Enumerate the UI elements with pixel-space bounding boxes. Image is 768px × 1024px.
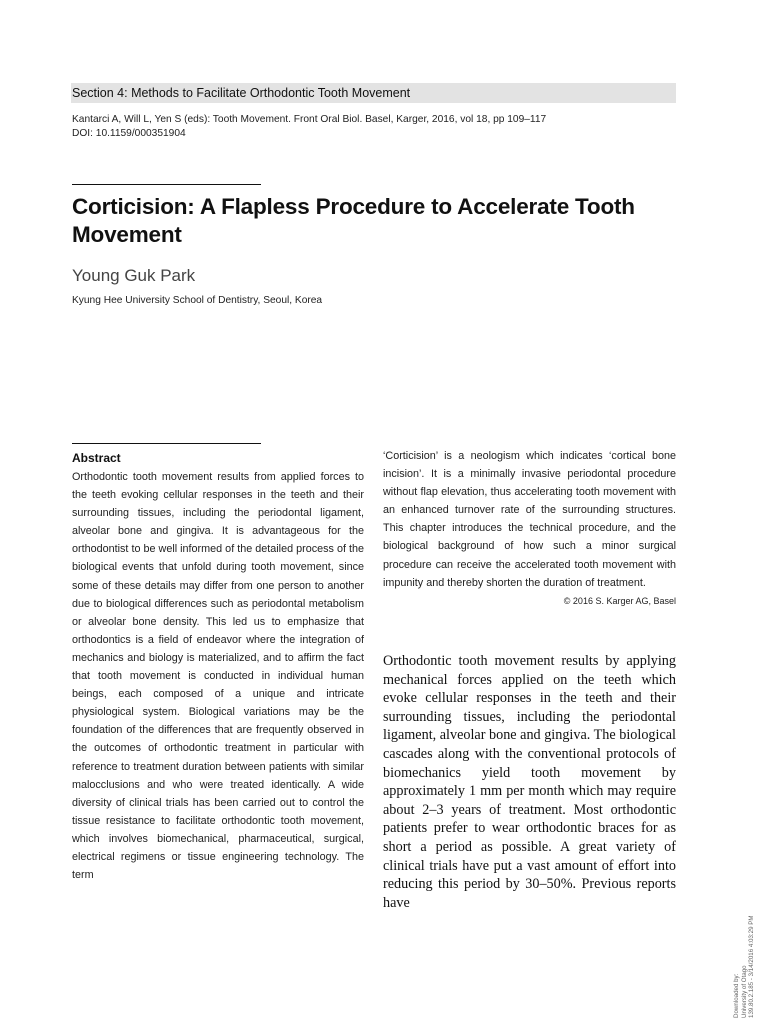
abstract-text-right — [383, 447, 676, 606]
download-line-2: University of Otago — [740, 965, 748, 1018]
citation-text: Kantarci A, Will L, Yen S (eds): Tooth Movement. Front Oral Biol. Basel, Karger, 2016, vol 18, pp 109–117 — [72, 114, 547, 125]
abstract-left-column — [72, 468, 364, 884]
article-title: Corticision: A Flapless Procedure to Accelerate Tooth Movement — [72, 194, 635, 247]
author-affiliation: Kyung Hee University School of Dentistry, Seoul, Korea — [72, 295, 323, 306]
download-line-3: 139.80.2.185 - 3/14/2016 4:03:29 PM — [748, 915, 755, 1018]
download-watermark — [733, 915, 756, 1018]
copyright-notice: © 2016 S. Karger AG, Basel — [563, 595, 676, 606]
body-column — [383, 652, 676, 912]
abstract-text-right-body: ‘Corticision’ is a neologism which indicates ‘cortical bone incision’. It is a minimally invasive periodontal procedure without flap elevation, thus accelerating tooth movement with an enhanced turnover rate of the surrounding structures. This chapter introduces the technical procedure, and the biological background of how such a minor surgical procedure can receive the accelerated tooth movement with impunity and thereby shorten the duration of treatment. — [383, 450, 676, 589]
abstract-right-column — [383, 447, 676, 610]
abstract-rule — [72, 443, 261, 444]
doi-text: DOI: 10.1159/000351904 — [72, 128, 186, 139]
body-paragraph: Orthodontic tooth movement results by applying mechanical forces applied on the teeth which evoke cellular responses in the teeth and their surrounding tissues, including the periodontal ligament, alveolar bone and gingiva. The biological cascades along with the conventional protocols of biomechanics yield tooth movement by approximately 1 mm per month which may require about 2–3 years of treatment. Most orthodontic patients prefer to wear orthodontic braces for as short a period as possible. A great variety of clinical trials have put a vast amount of effort into reducing this period by 30–50%. Previous reports have — [383, 653, 676, 911]
citation-block — [72, 113, 677, 141]
abstract-text-left: Orthodontic tooth movement results from applied forces to the teeth evoking cellular responses in the teeth and their surrounding tissues, including the periodontal ligament, alveolar bone and gingiva. It is advantageous for the orthodontist to be well informed of the detailed process of the biological events that unfold during tooth movement, since some of these details may differ from one person to another due to biological differences such as periodontal metabolism or alveolar bone density. This led us to emphasize that orthodontics is a field of endeavor where the integration of mechanics and biology is materialized, and to affirm the fact that tooth movement is conducted in individual human beings, each composed of a unique and intricate physiological system. Biological variations may be the foundation of the differences that are frequently observed in the outcomes of orthodontic treatment in particular with reference to treatment duration between patients with similar malocclusions and who were treated identically. A wide diversity of clinical trials has been carried out to control the tissue resistance to facilitate orthodontic tooth movement, which involves biomechanical, pharmaceutical, surgical, electrical regimens or tissue engineering technology. The term — [72, 471, 364, 882]
section-header: Section 4: Methods to Facilitate Orthodontic Tooth Movement — [71, 83, 676, 103]
title-rule — [72, 184, 261, 185]
download-line-1: Downloaded by: — [733, 973, 740, 1018]
author-name: Young Guk Park — [72, 266, 196, 285]
abstract-heading: Abstract — [72, 451, 121, 465]
